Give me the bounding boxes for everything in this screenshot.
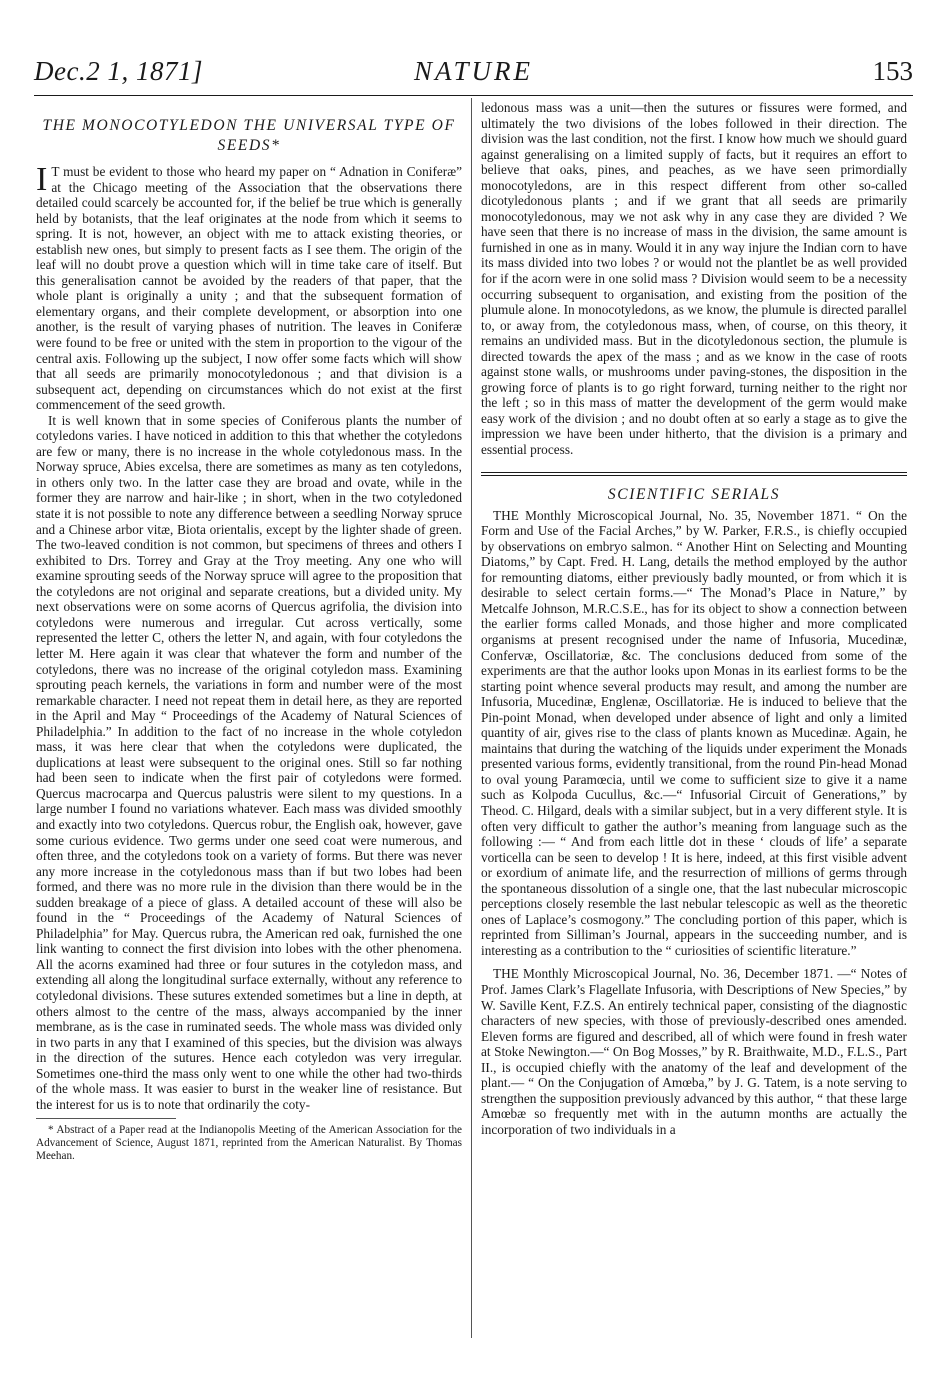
article-title: THE MONOCOTYLEDON THE UNIVERSAL TYPE OF SEEDS* xyxy=(42,117,456,154)
left-column xyxy=(36,100,462,1163)
right-column xyxy=(481,100,907,1137)
article-continuation: ledonous mass was a unit—then the sutures or fissures were formed, and ultimately the two divisions of the lobes followed in their direction. The division was the last condition, not the first. I know how much we should guard against generalising on a limited supply of facts, but it requires an effort to believe that oaks, pines, and peaches, as we have seen primordially monocotyledons, are in this respect different from other so-called dicotyledonous plants ; and if we grant that all seeds are primarily monocotyledonous, may we not ask why in any case they are divided ? We have seen that there is no increase of mass in the division, the same amount is furnished in one as in many. Would it in any way injure the Indian corn to have its mass divided into two lobes ? or would not the plantlet be as well provided for if the acorn were in one solid mass ? Division would seem to be a necessity occurring subsequent to organisation, and existing from the position of the plumule alone. In monocotyledons, as we know, the plumule is directed parallel to, or away from, the cotyledonous mass, when, of course, on this theory, it remains an undivided mass. But in the dicotyledonous section, the plumule is directed towards the apex of the mass ; and as we know in the case of roots against stone walls, or mushrooms under paving-stones, the disposition in the growing force of plants is to go right forward, turning neither to the right nor the left ; so in this mass of matter the development of the germ would make easy work of the division ; and no doubt often at so early a stage as to give the impression we have been under hitherto, that the division is a primary and essential process. xyxy=(481,100,907,458)
serials-paragraph-1: THE Monthly Microscopical Journal, No. 35, November 1871. “ On the Form and Use of the Facial Arches,” by W. Parker, F.R.S., is chiefly occupied by observations on embryo salmon. “ Another Hint on Selecting and Mounting Diatoms,” by Capt. Fred. H. Lang, details the method employed by the author for remounting diatoms, either previously badly mounted, or from which it is desirable to select certain forms.—“ The Monad’s Place in Nature,” by Metcalfe Johnson, M.R.C.S.E., has for its object to show a connection between the earlier forms called Monads, and those higher and more complicated organisms at present recognised under the name of Infusoria, Mucedinæ, Confervæ, Oscillatoriæ, &c. The conclusions deduced from some of the experiments are that the author looks upon Monas in its earliest forms to be the starting point whence several products may result, and among the number are Infusoria, Mucedinæ, Englenæ, Oscillatoriæ. He is induced to believe that the Pin-point Monad, when developed under absence of light and only a limited quantity of air, gives rise to the class of plants known as Mucedinæ. Again, he maintains that during the watching of the liquids under experiment the Monads presented various forms, evidently transitional, from the round Pin-head Monad to oval young Paramœcia, until we come to sufficient size to give it a name such as Kolpoda Cucullus, &c.—“ Infusorial Circuit of Generations,” by Theod. C. Hilgard, deals with a similar subject, but in a very different style. It is often very difficult to gather the author’s meaning from language such as the following :— “ And from each little dot in these ‘ clouds of life’ a separate vorticella can be seen to develop ! It is here, indeed, at this first visible advent or exordium of animate life, and the resurrection of millions of germs through the spontaneous dissolution of a single one, that the last nubecular microscopic perceptions closely resemble the last nebular telescopic as well as the theoretic ones of Laplace’s cosmogony.” The concluding portion of this paper, which is reprinted from Silliman’s Journal, appears in the succeeding number, and is interesting as a contribution to the “ curiosities of scientific literature.” xyxy=(481,507,907,958)
page-number: 153 xyxy=(872,56,913,86)
serials-paragraph-2: THE Monthly Microscopical Journal, No. 36, December 1871. —“ Notes of Prof. James Clark’s Flagellate Infusoria, with Descriptions of New Species,” by W. Saville Kent, F.Z.S. An entirely technical paper, consisting of the diagnostic characters of new species, with those of previously-described ones amended. Eleven forms are figured and described, all of which were found in fresh water at Stoke Newington.—“ On Bog Mosses,” by R. Braithwaite, M.D., F.L.S., Part II., is occupied chiefly with the anatomy of the leaf and development of the plant.— “ On the Conjugation of Amœba,” by J. G. Tatem, is a note serving to strengthen the supposition previously advanced by this author, “ that these large Amœbæ so frequently met with in the autumn months are actually the incorporation of two individuals in a xyxy=(481,966,907,1137)
footnote: * Abstract of a Paper read at the Indianopolis Meeting of the American Association for the Advancement of Science, August 1871, reprinted from the American Naturalist. By Thomas Meehan. xyxy=(36,1124,462,1163)
paragraph-text: T must be evident to those who heard my paper on “ Adnation in Coniferæ” at the Chicago meeting of the Association that the observations there detailed could scarcely be accounted for, if the belief be true which is generally held by botanists, that the leaf originates at the node from which it seems to spring. It is not, however, an object with me to attack existing theories, or establish new ones, but simply to present facts as I see them. The origin of the leaf will no doubt prove a question which will in time take care of itself. But this generalisation cannot be avoided by the readers of that paper, that the whole plant is originally a unity ; and that the subsequent formation of elementary organs, and their complete development, or absorption into one another, is the result of varying phases of nutrition. The leaves in Coniferæ were found to be free or united with the stem in proportion to the vigour of the central axis. Following up the subject, I now offer some facts which will show that all seeds are primarily monocotyledonous ; and that division is a subsequent act, depending on circumstances which do not exist at the first commencement of the seed growth. xyxy=(36,164,462,413)
section-rule xyxy=(481,472,907,476)
column-divider xyxy=(471,98,472,1338)
header-rule xyxy=(34,95,913,96)
drop-cap: I xyxy=(36,161,48,198)
issue-date: Dec.2 1, 1871] xyxy=(34,56,203,86)
serials-title: SCIENTIFIC SERIALS xyxy=(607,485,781,503)
running-header xyxy=(34,52,913,92)
journal-title: NATURE xyxy=(414,56,533,86)
article-paragraph-1 xyxy=(36,161,462,413)
article-paragraph-2: It is well known that in some species of Coniferous plants the number of cotyledons varies. I have noticed in addition to this that whether the cotyledons are few or many, there is no increase in the whole cotyledonous mass. In the Norway spruce, Abies excelsa, there are sometimes as many as ten cotyledons, in others only two. In the latter case they are broad and ovate, while in the former they are narrow and hair-like ; in short, when in the two cotyledoned state it is not possible to note any difference between a seedling Norway spruce and a Chinese arbor vitæ, Biota orientalis, except by the lighter shade of green. The two-leaved condition is not common, but specimens of threes and others I exhibited to Drs. Torrey and Gray at the Troy meeting. Any one who will examine sprouting seeds of the Norway spruce will agree to the proposition that the cotyledons are not original and separate creations, but a divided unity. My next observations were on some acorns of Quercus agrifolia, the division into cotyledons were numerous and irregular. Cut across vertically, some represented the letter C, others the letter N, and again, with four cotyledons the letter M. Here again it was clear that whatever the form and number of the cotyledons, there was no increase of the original cotyledon mass. Examining sprouting peach kernels, the variations in form and number were of the most remarkable character. I need not repeat them in detail here, as they are reported in the April and May “ Proceedings of the Academy of Natural Sciences of Philadelphia.” In addition to the fact of no increase in the whole cotyledon mass, it was here clear that when the cotyledons were duplicated, the duplications at least were subsequent to the original ones. Still so far nothing had been seen to indicate when the first pair of cotyledons were formed. Quercus macrocarpa and Quercus palustris were silent to my questions. In a large number I found no variations whatever. Each mass was divided smoothly and exactly into two cotyledons. Quercus robur, the English oak, however, gave some curious evidence. Two germs under one seed coat were numerous, and often three, and the cotyledons took on a variety of forms. But there was never any more increase in the cotyledonous mass than if but two lobes had been formed, and there was no more rule in the division than there would be in the sudden breakage of a piece of glass. A detailed account of these will also be found in the “ Proceedings of the Academy of Natural Sciences of Philadelphia” for May. Quercus rubra, the American red oak, furnished the one link wanting to connect the first division into lobes with the other phenomena. All the acorns examined had three or four sutures in the cotyledon mass, and extending all along the longitudinal surface externally, without any reference to cotyledonal divisions. These sutures extended sometimes but a line in depth, at others almost to the centre of the mass, always accompanied by the inner membrane, as is the case in ruminated seeds. The whole mass was divided only in two parts in any that I examined of this species, but the division was always in the direction of the sutures. Hence each cotyledon was very irregular. Sometimes one-third the mass only went to one while the other had two-thirds of the whole mass. It was easier to burst in the weaker line of resistance. But the interest for us is to note that ordinarily the coty- xyxy=(36,412,462,1112)
